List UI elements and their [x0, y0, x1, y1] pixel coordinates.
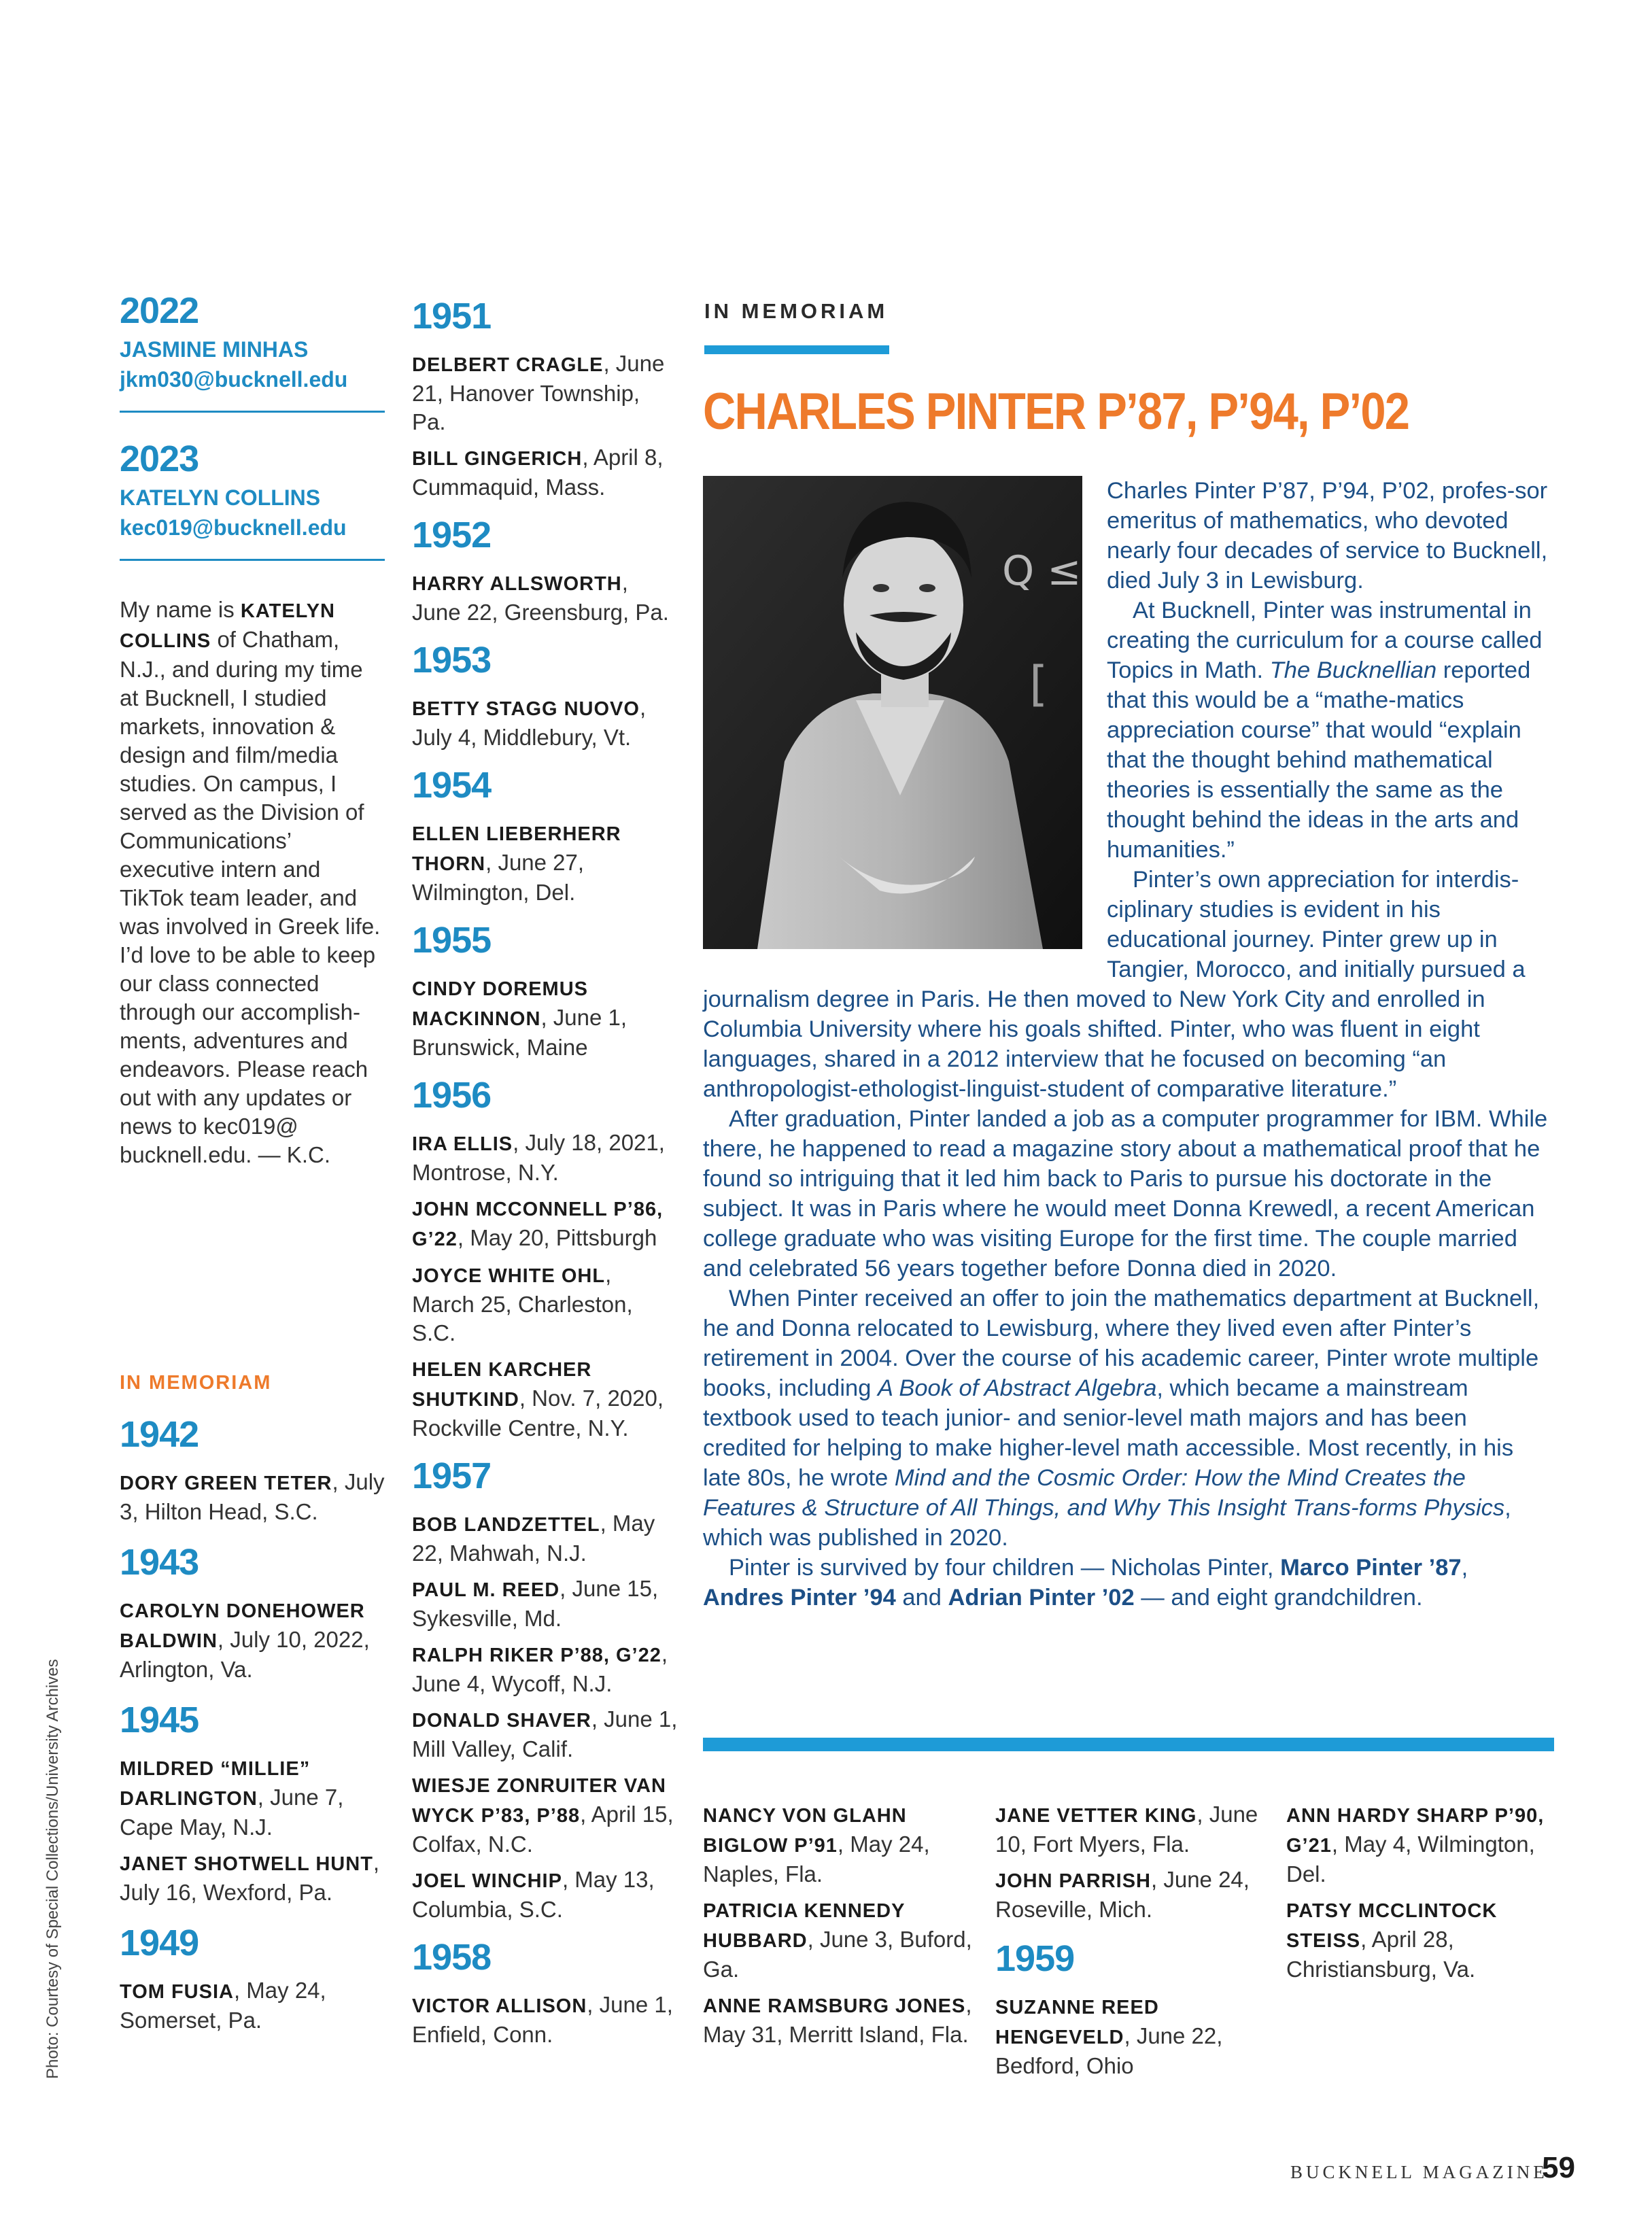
survivor-name: Andres Pinter ’94 — [703, 1585, 896, 1611]
death-details: , June 22, Bedford, Ohio — [995, 2023, 1223, 2078]
book-title: A Book of Abstract Algebra — [878, 1375, 1157, 1401]
deceased-name: TOM FUSIA — [120, 1981, 234, 2003]
death-details: , June 15, Sykesville, Md. — [412, 1576, 659, 1631]
page-number: 59 — [1542, 2151, 1575, 2184]
memoriam-entry — [120, 1753, 392, 1842]
class-year-heading: 2023 — [120, 438, 199, 479]
class-year-heading: 1954 — [412, 765, 492, 806]
deceased-name: JOYCE WHITE OHL — [412, 1265, 606, 1287]
death-details: , May 22, Mahwah, N.J. — [412, 1511, 655, 1566]
deceased-name: JOHN PARRISH — [995, 1870, 1151, 1892]
death-details: , April 15, Colfax, N.C. — [412, 1802, 674, 1857]
article-kicker: IN MEMORIAM — [704, 299, 889, 323]
class-year-heading: 1955 — [412, 920, 492, 961]
bottom-column-3 — [1286, 1800, 1558, 1991]
survivor-name: Marco Pinter ’87 — [1280, 1555, 1462, 1581]
class-correspondent-email[interactable]: kec019@bucknell.edu — [120, 515, 347, 540]
death-details: , May 24, Naples, Fla. — [703, 1831, 930, 1887]
death-details: , July 4, Middlebury, Vt. — [412, 695, 647, 750]
class-2023-block — [120, 438, 385, 561]
memoriam-entry — [703, 1895, 975, 1984]
death-details: , May 4, Wilmington, Del. — [1286, 1831, 1535, 1887]
class-year-heading: 1945 — [120, 1700, 199, 1740]
left-memoriam-list — [120, 1372, 392, 2042]
intro-text: My name is — [120, 597, 241, 622]
death-details: , April 8, Cummaquid, Mass. — [412, 445, 664, 500]
memoriam-entry — [995, 1800, 1267, 1859]
article-paragraph: Pinter is survived by four children — Nicholas Pinter, — [729, 1555, 1281, 1581]
article-paragraph: When Pinter received an offer to join the mathematics department at Bucknell, he and Donna relocated to Lewisburg, where they lived even after Pinter’s retirement in 2004. Over the course of his academic career, Pinter wrote multiple books, including — [703, 1286, 1540, 1401]
article-paragraph: Charles Pinter P’87, P’94, P’02, profes-sor emeritus of mathematics, who devoted nearly four decades of service to Bucknell, died July 3 in Lewisburg. — [1107, 478, 1548, 594]
class-year-heading: 1957 — [412, 1456, 492, 1496]
class-year-heading: 1958 — [412, 1937, 492, 1978]
memoriam-entry — [412, 1129, 678, 1187]
memoriam-label: IN MEMORIAM — [120, 1372, 272, 1394]
svg-text:Q ≤: Q ≤ — [1002, 547, 1082, 595]
separator: and — [895, 1585, 948, 1611]
memoriam-entry — [412, 819, 678, 907]
death-details: , Nov. 7, 2020, Rockville Centre, N.Y. — [412, 1386, 664, 1441]
deceased-name: VICTOR ALLISON — [412, 1995, 587, 2017]
deceased-name: JANE VETTER KING — [995, 1805, 1197, 1827]
correspondent-intro — [120, 596, 386, 1169]
memoriam-entry — [412, 1354, 678, 1443]
class-correspondent-name: KATELYN COLLINS — [120, 485, 321, 510]
death-details: , May 31, Merritt Island, Fla. — [703, 1992, 972, 2047]
publication-title: The Bucknellian — [1269, 657, 1437, 683]
deceased-name: HARRY ALLSWORTH — [412, 573, 622, 595]
death-details: , June 1, Mill Valley, Calif. — [412, 1706, 678, 1761]
class-2022-block — [120, 292, 385, 413]
article-paragraph: Pinter’s own appreciation for interdis-ciplinary studies is evident in his educational journey. Pinter grew up in Tangier, Morocco, and initially pursued a journalism degree in Paris. He then moved to New York City and enrolled in Columbia University where his goals shifted. Pinter, who was fluent in eight languages, shared in a 2012 interview that he focused on becoming “an anthropologist-ethologist-linguist-student of comparative literature.” — [703, 867, 1526, 1102]
deceased-name: DELBERT CRAGLE — [412, 354, 604, 376]
deceased-name: SUZANNE REED HENGEVELD — [995, 1997, 1159, 2048]
deceased-name: PATRICIA KENNEDY HUBBARD — [703, 1900, 905, 1952]
death-details: , June 24, Roseville, Mich. — [995, 1867, 1250, 1922]
memoriam-entry — [412, 1509, 678, 1568]
memoriam-entry — [412, 349, 678, 436]
middle-memoriam-list — [412, 298, 678, 2056]
death-details: , June 10, Fort Myers, Fla. — [995, 1802, 1258, 1857]
article-paragraph: At Bucknell, Pinter was instrumental in creating the curriculum for a course called Topics in Math. — [1107, 598, 1543, 683]
deceased-name: BETTY STAGG NUOVO — [412, 698, 640, 720]
separator: , — [1461, 1555, 1468, 1581]
death-details: , June 7, Cape May, N.J. — [120, 1785, 344, 1840]
class-year-heading: 1949 — [120, 1923, 199, 1963]
death-details: , July 16, Wexford, Pa. — [120, 1850, 380, 1905]
deceased-name: ELLEN LIEBERHERR THORN — [412, 823, 621, 875]
memoriam-entry — [995, 1865, 1267, 1924]
death-details: , May 24, Somerset, Pa. — [120, 1978, 326, 2033]
memoriam-entry — [412, 1640, 678, 1698]
class-year-heading: 1952 — [412, 515, 492, 555]
photo-credit: Photo: Courtesy of Special Collections/University Archives — [44, 1659, 62, 2079]
class-year-heading: 2022 — [120, 290, 199, 331]
class-year-heading: 1943 — [120, 1542, 199, 1583]
memoriam-entry — [412, 443, 678, 502]
class-year-heading: 1942 — [120, 1414, 199, 1455]
magazine-name: BUCKNELL MAGAZINE — [1290, 2162, 1548, 2182]
class-correspondent-email[interactable]: jkm030@bucknell.edu — [120, 367, 348, 392]
death-details: , June 22, Greensburg, Pa. — [412, 570, 669, 625]
article-headline: CHARLES PINTER P’87, P’94, P’02 — [703, 383, 1409, 441]
intro-text: of Chatham, N.J., and during my time at Bucknell, I studied markets, innovation & design and film/media studies. On campus, I served as the Division of Communications’ executive intern and TikTok team leader, and was involved in Greek life. I’d love to be able to keep our class connected through our accomplish-ments, adventures and endeavors. Please reach out with any updates or news to kec019@ bucknell.edu. — K.C. — [120, 627, 381, 1167]
deceased-name: DORY GREEN TETER — [120, 1473, 332, 1494]
photo-spacer — [703, 476, 1107, 984]
intro-name: KATELYN COLLINS — [120, 600, 336, 652]
deceased-name: CAROLYN DONEHOWER BALDWIN — [120, 1600, 365, 1652]
article-paragraph-cont: reported that this would be a “mathe-matics appreciation course” that would “explain that the thought behind mathematical theories is essentially the same as the thought behind the ideas in the arts and humanities.” — [1107, 657, 1531, 863]
death-details: , July 3, Hilton Head, S.C. — [120, 1469, 385, 1524]
memoriam-entry — [412, 1770, 678, 1859]
deceased-name: RALPH RIKER P’88, G’22 — [412, 1645, 661, 1666]
deceased-name: IRA ELLIS — [412, 1133, 513, 1155]
bottom-column-1 — [703, 1800, 975, 2056]
deceased-name: HELEN KARCHER SHUTKIND — [412, 1359, 592, 1411]
memoriam-years — [120, 1416, 392, 2035]
death-details: , July 18, 2021, Montrose, N.Y. — [412, 1130, 665, 1185]
memoriam-entry — [412, 1260, 678, 1347]
deceased-name: DONALD SHAVER — [412, 1710, 591, 1732]
memoriam-entry — [412, 693, 678, 752]
memoriam-entry — [1286, 1800, 1558, 1889]
deceased-name: PAUL M. REED — [412, 1579, 560, 1601]
article-paragraph-cont: — and eight grandchildren. — [1134, 1585, 1423, 1611]
deceased-name: NANCY VON GLAHN BIGLOW P’91 — [703, 1805, 907, 1857]
section-divider — [703, 1738, 1554, 1751]
death-details: , March 25, Charleston, S.C. — [412, 1262, 633, 1345]
class-year-heading: 1953 — [412, 640, 492, 681]
bottom-column-2 — [995, 1800, 1267, 2087]
death-details: , June 1, Brunswick, Maine — [412, 1005, 627, 1060]
deceased-name: BOB LANDZETTEL — [412, 1514, 600, 1536]
class-year-heading: 1959 — [995, 1938, 1075, 1979]
death-details: , May 20, Pittsburgh — [457, 1225, 657, 1250]
article-paragraph-cont: , which became a mainstream textbook used to teach junior- and senior-level math majors and has been credited for helping to make higher-level math accessible. Most recently, in his late 80s, he wrote — [703, 1375, 1514, 1491]
memoriam-entry — [120, 1976, 392, 2035]
article-paragraph: After graduation, Pinter landed a job as a computer programmer for IBM. While there, he happened to read a magazine story about a mathematical proof that he found so intriguing that it led him back to Paris to pursue his doctorate in the subject. It was in Paris where he would meet Donna Krewedl, a recent American college graduate who was visiting Europe for the first time. The couple married and celebrated 56 years together before Donna died in 2020. — [703, 1106, 1548, 1281]
deceased-name: CINDY DOREMUS MACKINNON — [412, 978, 588, 1030]
memoriam-entry — [412, 1865, 678, 1924]
memoriam-entry — [120, 1596, 392, 1684]
memoriam-entry — [995, 1992, 1267, 2080]
memoriam-entry — [412, 1194, 678, 1254]
death-details: , June 1, Enfield, Conn. — [412, 1992, 673, 2047]
article-paragraph-cont: , which was published in 2020. — [703, 1495, 1511, 1551]
deceased-name: JOEL WINCHIP — [412, 1870, 562, 1892]
memoriam-entry — [412, 1991, 678, 2049]
death-details: , April 28, Christiansburg, Va. — [1286, 1927, 1476, 1982]
memoriam-entry — [120, 1848, 392, 1907]
deceased-name: JOHN MCCONNELL P’86, G’22 — [412, 1199, 664, 1250]
book-title: Mind and the Cosmic Order: How the Mind Creates the Features & Structure of All Things, and Why This Insight Trans-forms Physics — [703, 1465, 1505, 1521]
kicker-rule — [704, 345, 889, 354]
death-details: , June 27, Wilmington, Del. — [412, 850, 585, 905]
deceased-name: JANET SHOTWELL HUNT — [120, 1853, 373, 1875]
class-year-heading: 1951 — [412, 296, 492, 337]
death-details: , June 21, Hanover Township, Pa. — [412, 351, 665, 434]
deceased-name: ANNE RAMSBURG JONES — [703, 1995, 966, 2017]
memoriam-entry — [703, 1800, 975, 1889]
death-details: , June 3, Buford, Ga. — [703, 1927, 972, 1982]
divider — [120, 411, 385, 413]
class-year-heading: 1956 — [412, 1075, 492, 1116]
survivor-name: Adrian Pinter ’02 — [948, 1585, 1135, 1611]
deceased-name: ANN HARDY SHARP P’90, G’21 — [1286, 1805, 1545, 1857]
memoriam-entry — [703, 1991, 975, 2049]
deceased-name: PATSY MCCLINTOCK STEISS — [1286, 1900, 1498, 1952]
divider — [120, 559, 385, 561]
memoriam-entry — [120, 1468, 392, 1526]
deceased-name: WIESJE ZONRUITER VAN WYCK P’83, P’88 — [412, 1775, 666, 1827]
death-details: , May 13, Columbia, S.C. — [412, 1867, 655, 1922]
memoriam-entry — [412, 1575, 678, 1633]
deceased-name: MILDRED “MILLIE” DARLINGTON — [120, 1758, 311, 1810]
article-body — [703, 476, 1554, 1613]
memoriam-entry — [412, 1705, 678, 1764]
memoriam-entry — [412, 974, 678, 1062]
svg-text:[: [ — [1029, 656, 1048, 712]
class-correspondent-name: JASMINE MINHAS — [120, 337, 309, 362]
deceased-name: BILL GINGERICH — [412, 448, 583, 470]
memoriam-entry — [1286, 1895, 1558, 1984]
death-details: , June 4, Wycoff, N.J. — [412, 1641, 668, 1696]
memoriam-entry — [412, 568, 678, 627]
death-details: , July 10, 2022, Arlington, Va. — [120, 1627, 370, 1682]
